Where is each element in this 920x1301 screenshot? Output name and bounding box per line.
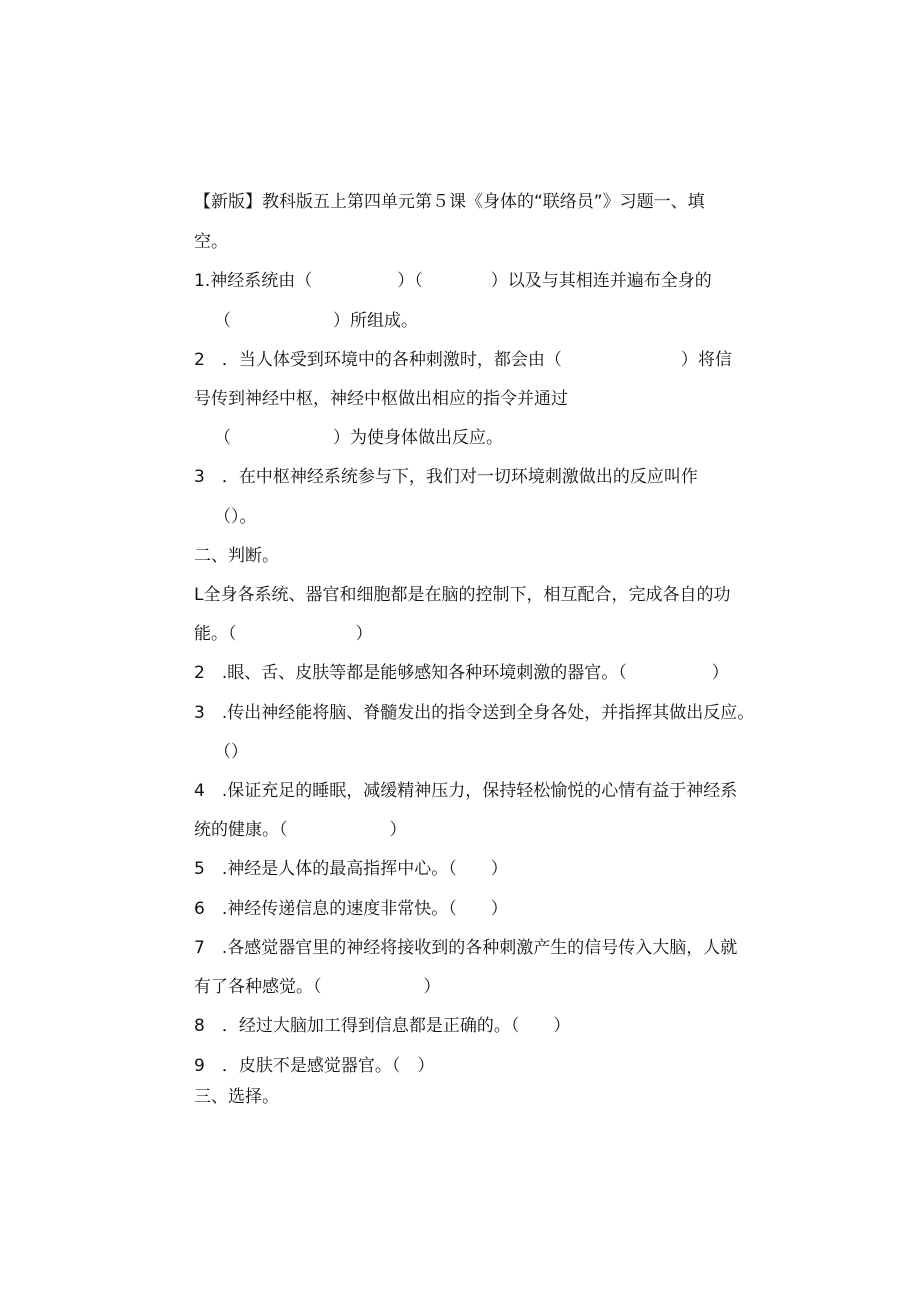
judge-question-7: 7 .各感觉器官里的神经将接收到的各种刺激产生的信号传入大脑，人就 bbox=[194, 938, 738, 958]
judge-question-3: 3 .传出神经能将脑、脊髓发出的指令送到全身各处，并指挥其做出反应。 bbox=[194, 703, 755, 723]
judge-question-1: L全身各系统、器官和细胞都是在脑的控制下，相互配合，完成各自的功 bbox=[194, 585, 731, 605]
fill-question-2-cont2: （ ）为使身体做出反应。 bbox=[214, 428, 503, 448]
judge-question-1-cont: 能。（ ） bbox=[194, 624, 373, 644]
section-choose-heading: 三、选择。 bbox=[194, 1087, 279, 1107]
section-judge-heading: 二、判断。 bbox=[194, 546, 279, 566]
judge-question-2: 2 .眼、舌、皮肤等都是能够感知各种环境刺激的器官。（ ） bbox=[194, 663, 729, 683]
fill-question-3: 3 ．在中枢神经系统参与下，我们对一切环境刺激做出的反应叫作 bbox=[194, 467, 698, 487]
judge-question-5: 5 .神经是人体的最高指挥中心。（ ） bbox=[194, 859, 508, 879]
judge-question-8: 8 ．经过大脑加工得到信息都是正确的。（ ） bbox=[194, 1016, 571, 1036]
judge-question-6: 6 .神经传递信息的速度非常快。（ ） bbox=[194, 899, 508, 919]
worksheet-title: 【新版】教科版五上第四单元第５课《身体的“联络员”》习题一、填 bbox=[194, 192, 705, 212]
judge-question-7-cont: 有了各种感觉。（ ） bbox=[194, 977, 441, 997]
fill-question-1: 1.神经系统由（ ）（ ）以及与其相连并遍布全身的 bbox=[194, 271, 712, 291]
judge-question-4: 4 .保证充足的睡眠，减缓精神压力，保持轻松愉悦的心情有益于神经系 bbox=[194, 781, 738, 801]
fill-question-2-cont: 号传到神经中枢，神经中枢做出相应的指令并通过 bbox=[194, 389, 568, 409]
fill-question-1-cont: （ ）所组成。 bbox=[214, 311, 418, 331]
judge-question-9: 9 ．皮肤不是感觉器官。（ ） bbox=[194, 1056, 435, 1076]
fill-question-3-cont: （）。 bbox=[214, 507, 257, 527]
judge-question-4-cont: 统的健康。（ ） bbox=[194, 820, 407, 840]
judge-question-3-cont: （） bbox=[214, 742, 248, 762]
section-fill-heading: 空。 bbox=[194, 232, 228, 252]
fill-question-2: 2 ．当人体受到环境中的各种刺激时，都会由（ ）将信 bbox=[194, 350, 732, 370]
